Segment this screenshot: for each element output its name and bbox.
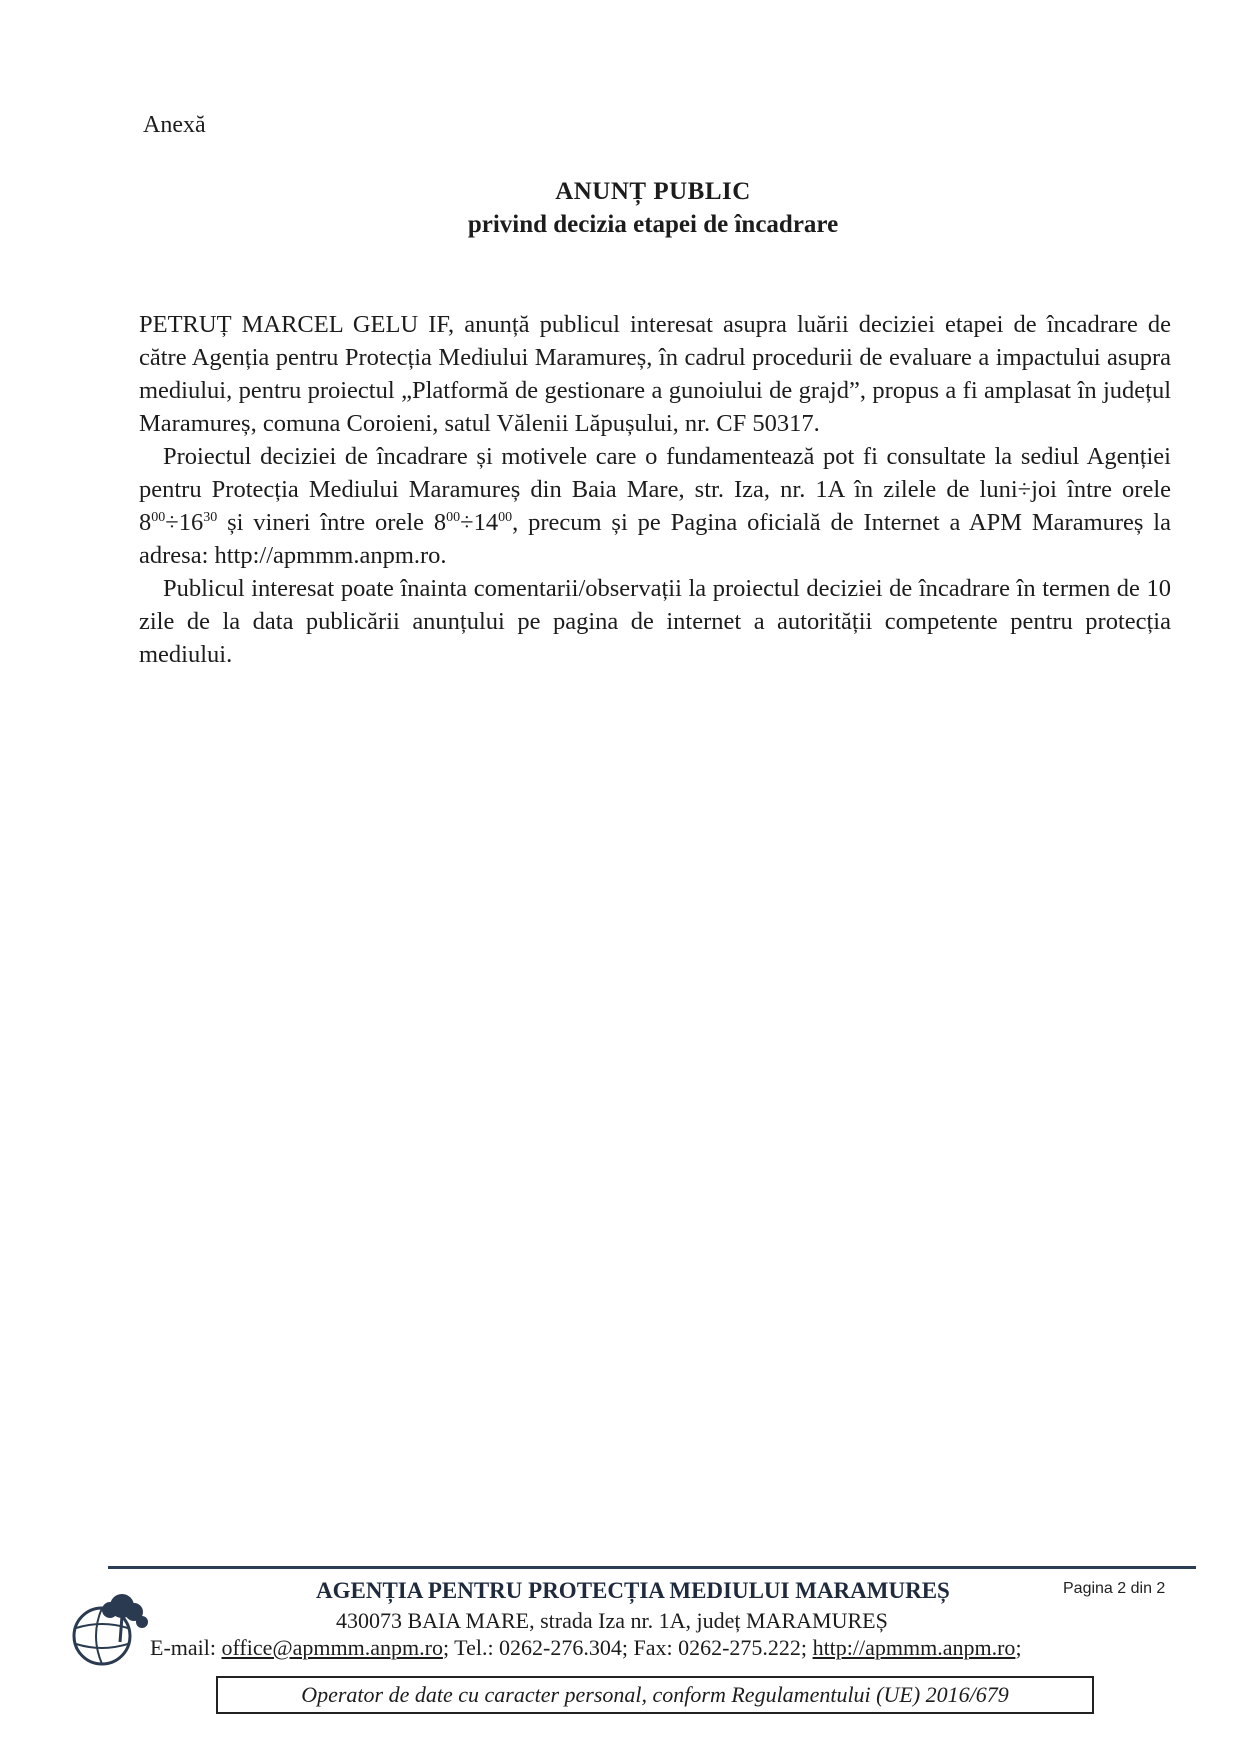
document-subtitle: privind decizia etapei de încadrare — [467, 211, 839, 238]
paragraph-2: Proiectul deciziei de încadrare și motivele care o fundamentează pot fi consultate la sediul Agenției pentru Protecția Mediului Maramureș din Baia Mare, str. Iza, nr. 1A în zilele de luni÷joi între orele $8^{00}\div 16^{30}$ și vineri între orele $8^{00}\div 14^{00}$, precum și pe Pagina oficială de Internet a APM Maramureș la adresa: http://apmmm.anpm.ro. — [139, 443, 1171, 569]
paragraph-3: Publicul interesat poate înainta comentarii/observații la proiectul deciziei de încadrare în termen de 10 zile de la data publicării anunțului pe pagina de internet a autorității competente pentru protecția mediului. — [139, 575, 1171, 668]
annex-label: Anexă — [143, 112, 206, 138]
paragraph-1: PETRUȚ MARCEL GELU IF, anunță publicul interesat asupra luării deciziei etapei de încadrare de către Agenția pentru Protecția Mediului Maramureș, în cadrul procedurii de evaluare a impactului asupra mediului, pentru proiectul „Platformă de gestionare a gunoiului de grajd”, propus a fi amplasat în județul Maramureș, comuna Coroieni, satul Vălenii Lăpușului, nr. CF 50317. — [139, 311, 1171, 437]
document-title: ANUNȚ PUBLIC — [555, 178, 751, 205]
page-number: Pagina 2 din 2 — [1063, 1580, 1166, 1597]
document-body — [139, 308, 1171, 671]
footer-divider — [108, 1566, 1196, 1569]
website-link[interactable]: http://apmmm.anpm.ro — [812, 1635, 1016, 1660]
email-link[interactable]: office@apmmm.anpm.ro — [221, 1635, 443, 1660]
footer-contact: E-mail: office@apmmm.anpm.ro; Tel.: 0262-276.304; Fax: 0262-275.222; http://apmmm.anpm.ro; — [150, 1635, 1022, 1660]
data-protection-notice: Operator de date cu caracter personal, conform Regulamentului (UE) 2016/679 — [216, 1676, 1094, 1714]
apm-globe-tree-logo — [62, 1582, 158, 1678]
footer-agency-name: AGENȚIA PENTRU PROTECȚIA MEDIULUI MARAMUREȘ — [316, 1578, 950, 1603]
footer-address: 430073 BAIA MARE, strada Iza nr. 1A, județ MARAMUREȘ — [336, 1608, 888, 1633]
